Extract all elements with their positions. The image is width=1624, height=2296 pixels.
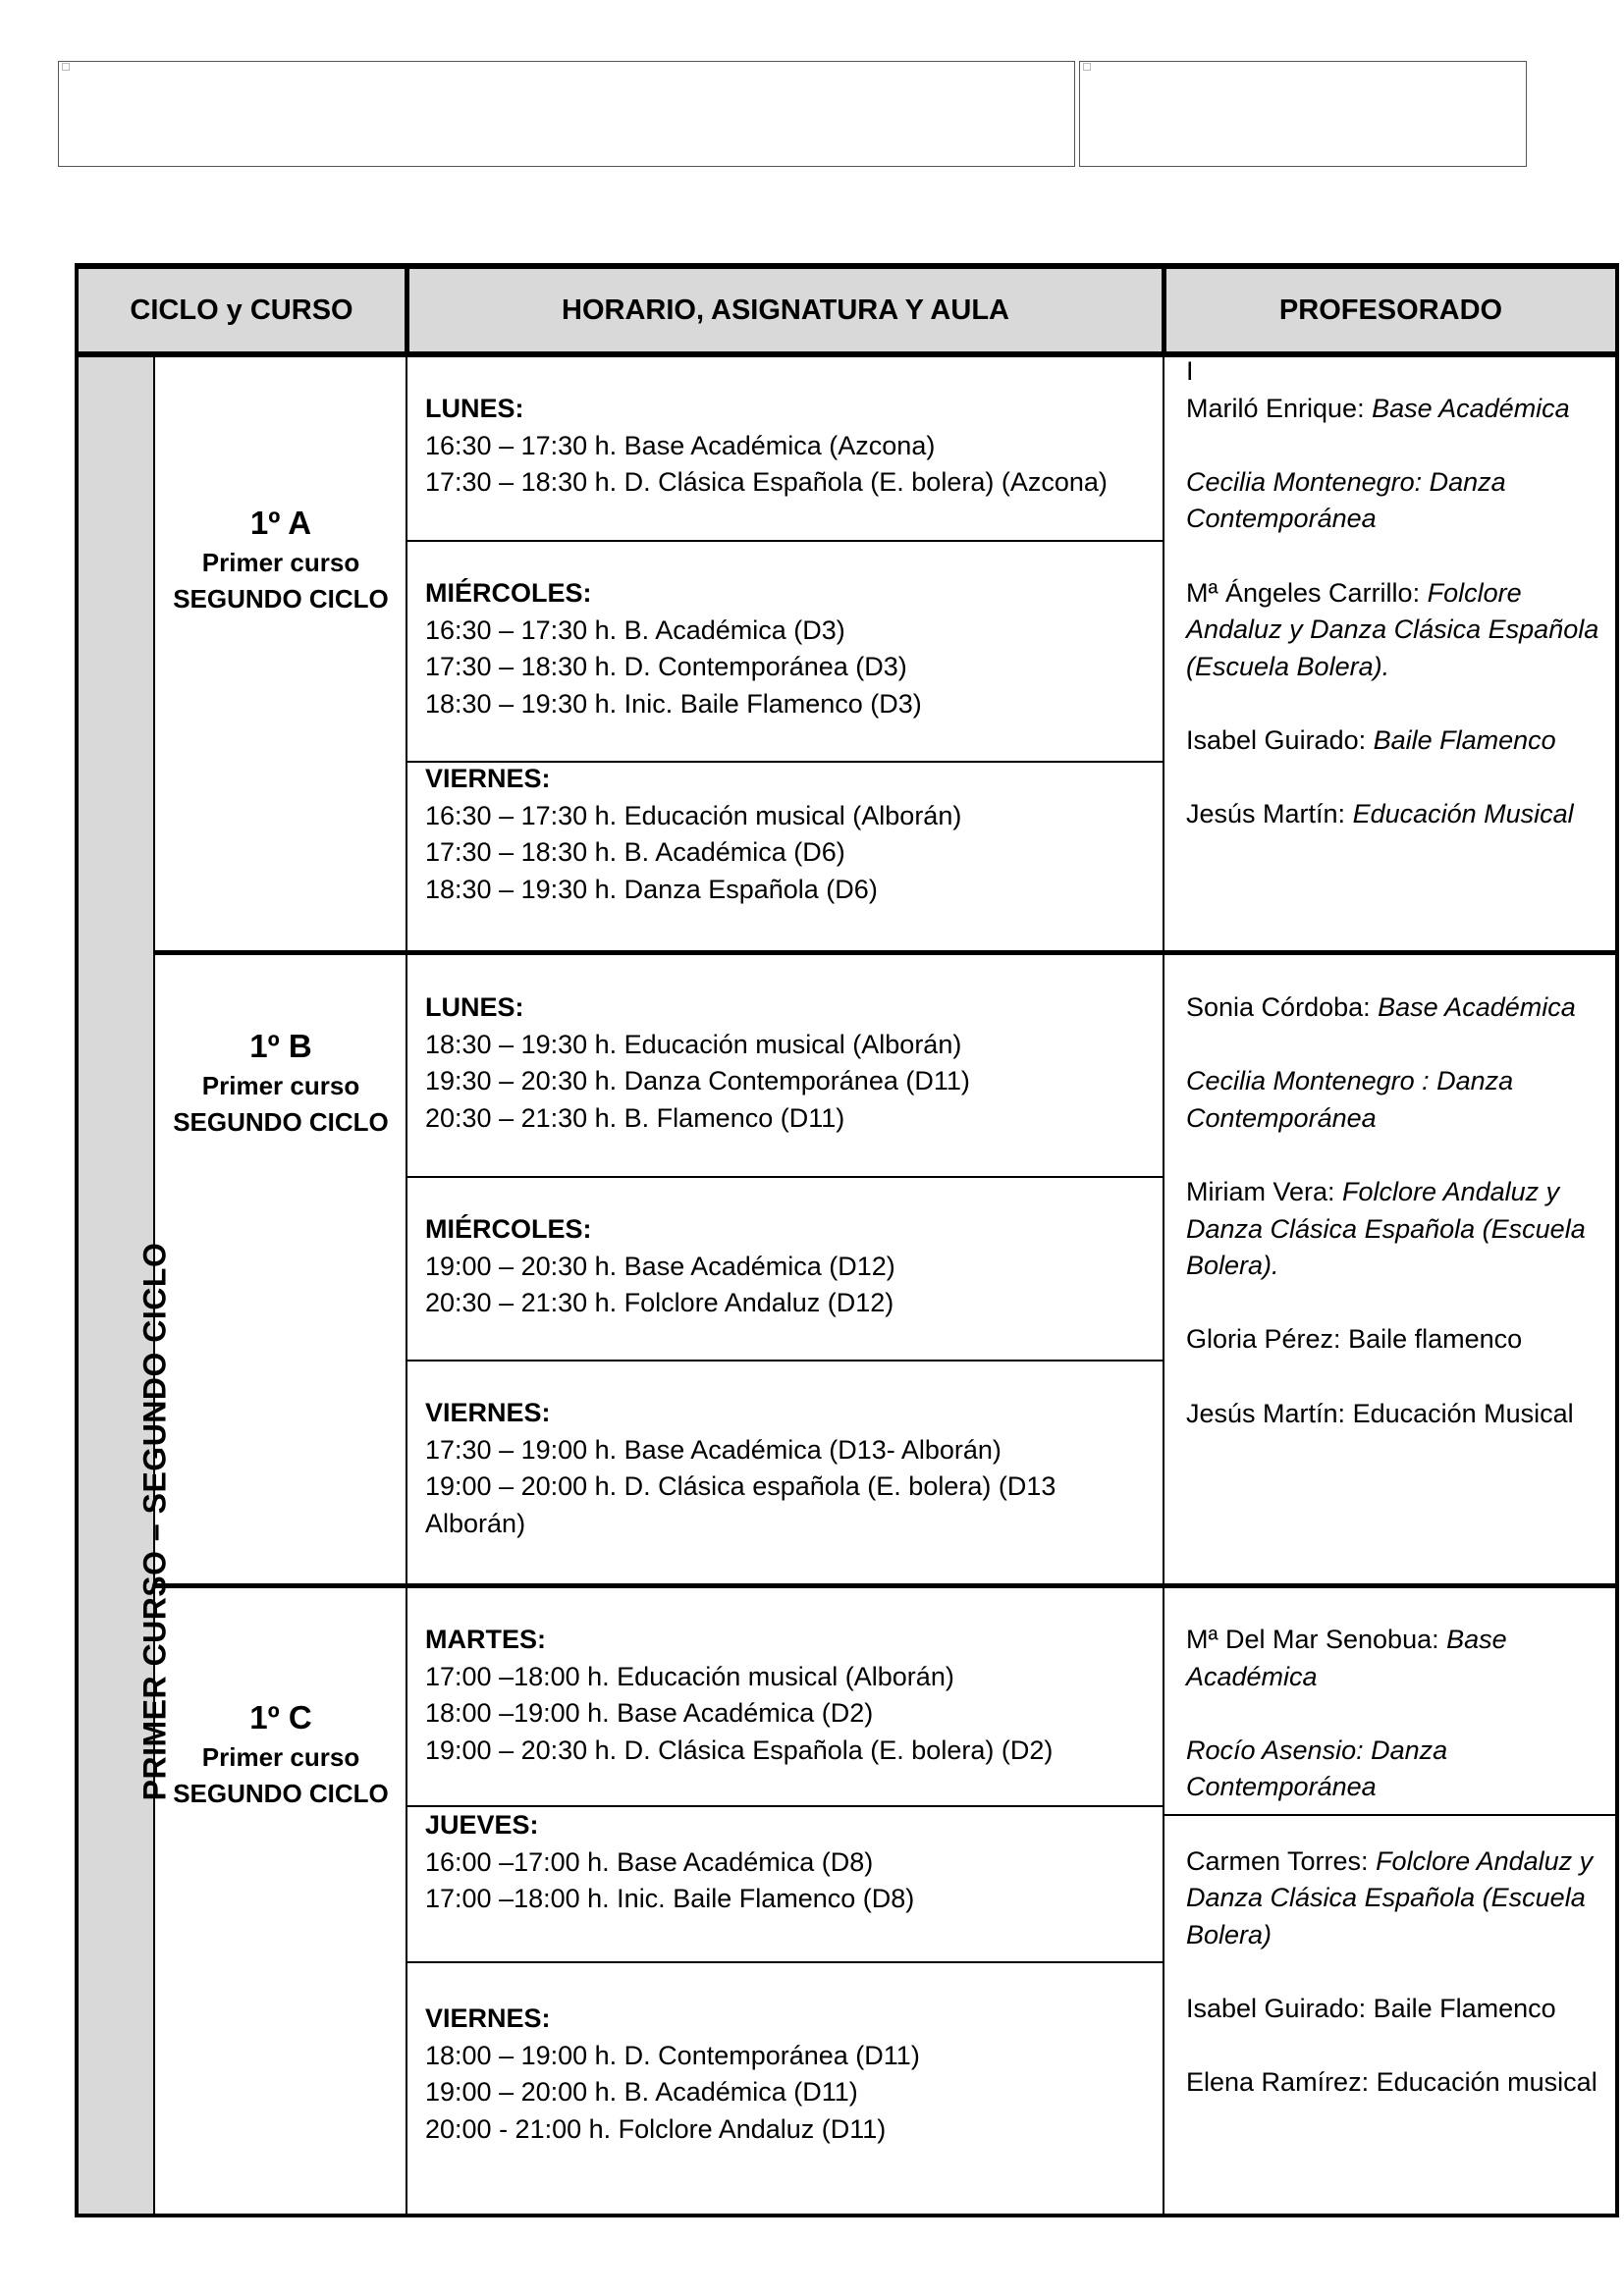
professor-name: Miriam Vera: bbox=[1186, 1176, 1343, 1206]
professor-subject: Folclore Andaluz y Danza Clásica Española (Escuela Bolera). bbox=[1186, 577, 1599, 681]
schedule-line: 19:00 – 20:30 h. Base Académica (D12) bbox=[425, 1251, 895, 1281]
group-ciclo: SEGUNDO CICLO bbox=[173, 1107, 389, 1137]
professors-1a bbox=[1186, 353, 1608, 833]
schedule-line: 16:30 – 17:30 h. Educación musical (Alborán) bbox=[425, 800, 962, 830]
professor-entry bbox=[1186, 1174, 1608, 1285]
professor-name: Mariló Enrique: bbox=[1186, 393, 1373, 423]
schedule-line: 19:30 – 20:30 h. Danza Contemporánea (D11) bbox=[425, 1066, 970, 1096]
schedule-1c-martes bbox=[425, 1622, 1152, 1769]
day-label: MARTES: bbox=[425, 1625, 546, 1654]
schedule-line: 16:30 – 17:30 h. B. Académica (D3) bbox=[425, 614, 845, 645]
professors-1c bbox=[1186, 1622, 1608, 2102]
schedule-line: 19:00 – 20:00 h. B. Académica (D11) bbox=[425, 2077, 858, 2108]
schedule-line: 18:00 –19:00 h. Base Académica (D2) bbox=[425, 1698, 874, 1729]
group-1c-label bbox=[158, 1696, 404, 1812]
professor-entry bbox=[1186, 989, 1608, 1027]
professor-entry bbox=[1186, 722, 1608, 760]
professor-subject: Base Académica bbox=[1372, 393, 1570, 423]
professor-name: Carmen Torres: bbox=[1186, 1845, 1377, 1876]
professor-name: Mª Del Mar Senobua: bbox=[1186, 1625, 1447, 1654]
group-curso: Primer curso bbox=[201, 1742, 360, 1772]
professor-subject: Educación Musical bbox=[1352, 1398, 1574, 1428]
header-box-right bbox=[1079, 61, 1527, 167]
professor-entry bbox=[1186, 796, 1608, 833]
group-code: 1º C bbox=[249, 1699, 312, 1735]
schedule-line: 18:30 – 19:30 h. Inic. Baile Flamenco (D3) bbox=[425, 688, 922, 719]
professor-subject: Educación Musical bbox=[1352, 799, 1574, 829]
schedule-line: 18:30 – 19:30 h. Danza Española (D6) bbox=[425, 874, 878, 904]
professors-1b bbox=[1186, 989, 1608, 1432]
schedule-line: 16:00 –17:00 h. Base Académica (D8) bbox=[425, 1846, 874, 1877]
header-ciclo-curso: CICLO y CURSO bbox=[130, 294, 353, 326]
group-ciclo: SEGUNDO CICLO bbox=[173, 1779, 389, 1808]
schedule-line: 19:00 – 20:30 h. D. Clásica Española (E. bolera) (D2) bbox=[425, 1735, 1054, 1765]
professor-entry bbox=[1186, 2064, 1608, 2102]
professor-name: Mª Ángeles Carrillo: bbox=[1186, 577, 1428, 608]
professor-subject: Base Académica bbox=[1186, 1625, 1507, 1691]
professor-entry bbox=[1186, 391, 1608, 428]
professor-name: Jesús Martín: bbox=[1186, 799, 1353, 829]
professor-entry bbox=[1186, 464, 1608, 538]
professor-name: Isabel Guirado: bbox=[1186, 724, 1374, 755]
schedule-1b-viernes bbox=[425, 1395, 1152, 1542]
professor-subject: Base Académica bbox=[1378, 992, 1576, 1022]
schedule-line: 17:30 – 18:30 h. B. Académica (D6) bbox=[425, 837, 845, 868]
header-profesorado: PROFESORADO bbox=[1278, 294, 1503, 326]
professor-subject: Educación musical bbox=[1376, 2067, 1597, 2098]
schedule-1b-miercoles bbox=[425, 1211, 1152, 1322]
schedule-line: 20:00 - 21:00 h. Folclore Andaluz (D11) bbox=[425, 2113, 887, 2144]
schedule-1a-miercoles bbox=[425, 575, 1152, 722]
group-code: 1º B bbox=[249, 1028, 312, 1064]
day-label: MIÉRCOLES: bbox=[425, 1214, 592, 1244]
group-ciclo: SEGUNDO CICLO bbox=[173, 584, 389, 614]
professor-subject: Rocío Asensio: Danza Contemporánea bbox=[1186, 1735, 1448, 1802]
professor-name: Isabel Guirado: bbox=[1186, 1993, 1374, 2023]
image-placeholder-icon bbox=[1083, 63, 1091, 71]
professor-name: Jesús Martín: bbox=[1186, 1398, 1353, 1428]
day-label: VIERNES: bbox=[425, 1398, 551, 1427]
day-label: LUNES: bbox=[425, 992, 524, 1022]
professor-subject: Baile flamenco bbox=[1348, 1324, 1523, 1355]
schedule-line: 16:30 – 17:30 h. Base Académica (Azcona) bbox=[425, 430, 936, 460]
ciclo-vertical-label: PRIMER CURSO – SEGUNDO CICLO bbox=[136, 1242, 173, 1801]
professor-subject: Baile Flamenco bbox=[1373, 724, 1556, 755]
day-label: MIÉRCOLES: bbox=[425, 578, 592, 608]
schedule-line: 18:00 – 19:00 h. D. Contemporánea (D11) bbox=[425, 2040, 920, 2070]
professor-entry bbox=[1186, 1396, 1608, 1433]
group-1b-label bbox=[158, 1025, 404, 1141]
schedule-line: 20:30 – 21:30 h. B. Flamenco (D11) bbox=[425, 1102, 845, 1133]
schedule-line: 17:30 – 19:00 h. Base Académica (D13- Alborán) bbox=[425, 1434, 1001, 1465]
professor-entry bbox=[1186, 575, 1608, 686]
group-code: 1º A bbox=[249, 505, 312, 541]
schedule-line: 17:30 – 18:30 h. D. Clásica Española (E. bolera) (Azcona) bbox=[425, 467, 1108, 498]
day-label: JUEVES: bbox=[425, 1810, 539, 1840]
header-box-left bbox=[58, 61, 1075, 167]
professor-subject: Folclore Andaluz y Danza Clásica Española (Escuela Bolera) bbox=[1186, 1845, 1594, 1949]
professor-name: Sonia Córdoba: bbox=[1186, 992, 1379, 1022]
image-placeholder-icon bbox=[62, 63, 70, 71]
professor-name: Elena Ramírez: bbox=[1186, 2067, 1377, 2098]
professor-subject: Baile Flamenco bbox=[1373, 1993, 1556, 2023]
schedule-line: 17:30 – 18:30 h. D. Contemporánea (D3) bbox=[425, 652, 907, 682]
prof-marker: I bbox=[1186, 356, 1194, 386]
schedule-1a-viernes bbox=[425, 761, 1152, 908]
schedule-1c-jueves bbox=[425, 1807, 1152, 1918]
group-curso: Primer curso bbox=[201, 1071, 360, 1100]
schedule-table bbox=[75, 263, 1619, 2217]
professor-entry bbox=[1186, 1321, 1608, 1359]
professor-entry bbox=[1186, 1733, 1608, 1806]
professor-entry bbox=[1186, 1622, 1608, 1695]
schedule-1b-lunes bbox=[425, 989, 1152, 1137]
day-label: LUNES: bbox=[425, 394, 524, 423]
day-label: VIERNES: bbox=[425, 2003, 551, 2033]
schedule-line: 19:00 – 20:00 h. D. Clásica española (E. bolera) (D13 Alborán) bbox=[425, 1471, 1056, 1538]
professor-subject: Folclore Andaluz y Danza Clásica Española (Escuela Bolera). bbox=[1186, 1176, 1586, 1281]
day-label: VIERNES: bbox=[425, 764, 551, 793]
group-1a-label bbox=[158, 502, 404, 617]
professor-subject: Cecilia Montenegro : Danza Contemporánea bbox=[1186, 1066, 1514, 1133]
professor-entry bbox=[1186, 1991, 1608, 2028]
professor-name: Gloria Pérez: bbox=[1186, 1324, 1349, 1355]
schedule-line: 18:30 – 19:30 h. Educación musical (Alborán) bbox=[425, 1029, 962, 1059]
header-horario: HORARIO, ASIGNATURA Y AULA bbox=[562, 294, 1009, 326]
schedule-line: 17:00 –18:00 h. Inic. Baile Flamenco (D8) bbox=[425, 1884, 915, 1914]
group-curso: Primer curso bbox=[201, 548, 360, 577]
schedule-line: 17:00 –18:00 h. Educación musical (Alborán) bbox=[425, 1661, 954, 1691]
schedule-1a-lunes bbox=[425, 391, 1152, 502]
professor-entry bbox=[1186, 1063, 1608, 1137]
professor-subject: Cecilia Montenegro: Danza Contemporánea bbox=[1186, 466, 1506, 534]
schedule-1c-viernes bbox=[425, 2001, 1152, 2148]
schedule-line: 20:30 – 21:30 h. Folclore Andaluz (D12) bbox=[425, 1288, 894, 1318]
professor-entry bbox=[1186, 1843, 1608, 1954]
